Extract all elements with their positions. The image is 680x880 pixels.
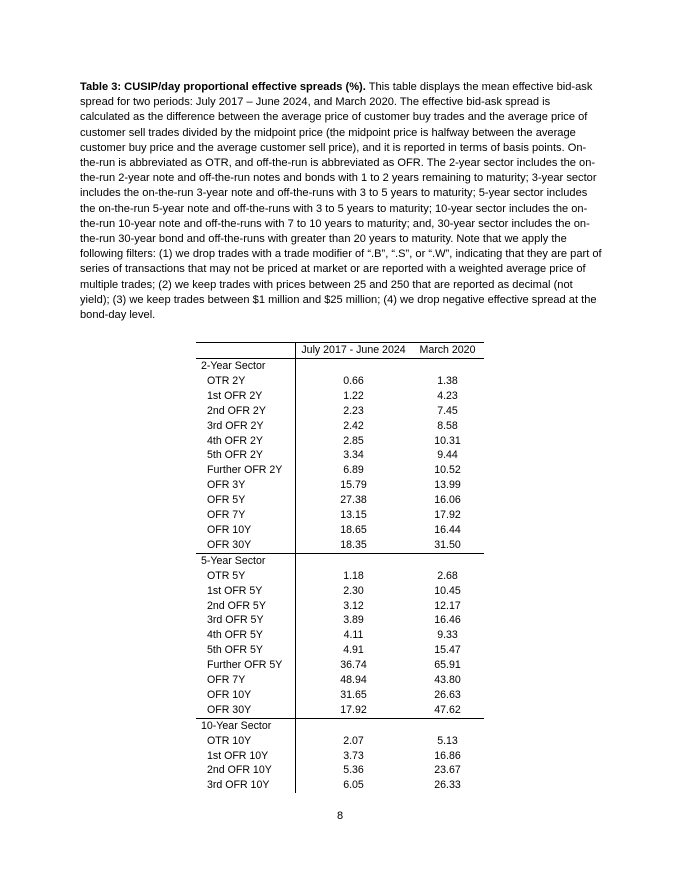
value-period-1: 0.66 [343, 374, 364, 387]
value-period-1: 6.89 [343, 464, 364, 477]
value-period-1: 1.18 [343, 569, 364, 582]
table-row [196, 688, 484, 703]
table-row [196, 374, 484, 389]
value-period-2: 16.46 [434, 614, 461, 627]
header-period-2: March 2020 [411, 343, 484, 359]
value-period-2: 43.80 [434, 674, 461, 687]
empty-cell [411, 553, 484, 568]
value-period-1: 2.30 [343, 584, 364, 597]
value-period-1: 18.35 [340, 538, 367, 551]
table-row [196, 703, 484, 718]
sector-header-row [196, 718, 484, 733]
table-row [196, 404, 484, 419]
value-period-2: 4.23 [437, 389, 458, 402]
value-period-1: 27.38 [340, 494, 367, 507]
empty-cell [296, 553, 412, 568]
row-label: OTR 2Y [196, 374, 296, 389]
value-period-2: 23.67 [434, 764, 461, 777]
row-label: OFR 5Y [196, 493, 296, 508]
value-period-1: 17.92 [340, 703, 367, 716]
value-period-2: 9.44 [437, 449, 458, 462]
value-period-2: 8.58 [437, 419, 458, 432]
sector-name: 10-Year Sector [196, 718, 296, 733]
value-period-2: 26.63 [434, 688, 461, 701]
row-label: 2nd OFR 5Y [196, 599, 296, 614]
table-row [196, 584, 484, 599]
table-row [196, 448, 484, 463]
row-label: 4th OFR 5Y [196, 628, 296, 643]
value-period-1: 2.07 [343, 734, 364, 747]
empty-cell [411, 718, 484, 733]
page-number: 8 [336, 810, 344, 822]
value-period-2: 13.99 [434, 479, 461, 492]
sector-name: 2-Year Sector [196, 359, 296, 374]
value-period-2: 17.92 [434, 509, 461, 522]
value-period-1: 1.22 [343, 389, 364, 402]
value-period-1: 4.11 [343, 629, 364, 642]
table-header-row [196, 343, 484, 359]
value-period-2: 10.52 [434, 464, 461, 477]
table-body [196, 359, 484, 794]
value-period-1: 36.74 [340, 659, 367, 672]
row-label: OFR 7Y [196, 673, 296, 688]
row-label: Further OFR 2Y [196, 463, 296, 478]
table-row [196, 628, 484, 643]
value-period-2: 7.45 [437, 404, 458, 417]
table-row [196, 778, 484, 793]
spreads-table [196, 342, 484, 793]
table-row [196, 734, 484, 749]
table-row [196, 478, 484, 493]
value-period-1: 15.79 [340, 479, 367, 492]
value-period-1: 18.65 [340, 523, 367, 536]
value-period-1: 3.73 [343, 749, 364, 762]
table-row [196, 749, 484, 764]
table-row [196, 389, 484, 404]
row-label: OTR 5Y [196, 569, 296, 584]
table-row [196, 523, 484, 538]
table-row [196, 643, 484, 658]
empty-cell [411, 359, 484, 374]
sector-header-row [196, 359, 484, 374]
sector-header-row [196, 553, 484, 568]
row-label: OFR 7Y [196, 508, 296, 523]
value-period-2: 16.06 [434, 494, 461, 507]
empty-cell [296, 359, 412, 374]
row-label: 3rd OFR 10Y [196, 778, 296, 793]
table-caption [80, 80, 602, 323]
table-row [196, 493, 484, 508]
caption-title: Table 3: CUSIP/day proportional effective spreads (%). [80, 81, 366, 93]
table-row [196, 569, 484, 584]
value-period-2: 31.50 [434, 538, 461, 551]
value-period-2: 12.17 [434, 599, 461, 612]
value-period-1: 13.15 [340, 509, 367, 522]
value-period-1: 3.34 [343, 449, 364, 462]
sector-name: 5-Year Sector [196, 553, 296, 568]
value-period-1: 6.05 [343, 779, 364, 792]
header-period-1: July 2017 - June 2024 [296, 343, 412, 359]
row-label: 3rd OFR 5Y [196, 613, 296, 628]
value-period-2: 15.47 [434, 644, 461, 657]
value-period-1: 4.91 [343, 644, 364, 657]
table-row [196, 763, 484, 778]
caption-body: This table displays the mean effective bid-ask spread for two periods: July 2017 – June 2024, and March 2020. The effective bid-ask spread is calculated as the difference between the average price of customer buy trades and the average price of customer sell trades divided by the midpoint price (the midpoint price is halfway between the average customer buy price and the average customer sell price), and it is reported in terms of basis points. On-the-run is abbreviated as OTR, and off-the-run is abbreviated as OFR. The 2-year sector includes the on-the-run 2-year note and off-the-run notes and bonds with 1 to 2 years remaining to maturity; 3-year sector includes the on-the-run 3-year note and off-the-runs with 3 to 5 years to maturity; 5-year sector includes the on-the-run 5-year note and off-the-runs with 3 to 5 years to maturity; 10-year sector includes the on-the-run 10-year note and off-the-runs with 7 to 10 years to maturity; and, 30-year sector includes the on-the-run 30-year bond and off-the-runs with greater than 20 years to maturity. Note that we apply the following filters: (1) we drop trades with a trade modifier of “.B”, “.S”, or “.W”, indicating that they are part of series of transactions that may not be priced at market or are reported with a weighted average price of multiple trades; (2) we keep trades with prices between 25 and 250 that are reported as decimal (not yield); (3) we keep trades between $1 million and $25 million; (4) we drop negative effective spread at the bond-day level. [80, 81, 602, 322]
row-label: 2nd OFR 2Y [196, 404, 296, 419]
value-period-2: 1.38 [437, 374, 458, 387]
row-label: 5th OFR 2Y [196, 448, 296, 463]
value-period-2: 10.31 [434, 434, 461, 447]
row-label: 1st OFR 2Y [196, 389, 296, 404]
value-period-2: 65.91 [434, 659, 461, 672]
table-row [196, 508, 484, 523]
row-label: 4th OFR 2Y [196, 434, 296, 449]
table-row [196, 658, 484, 673]
table-row [196, 673, 484, 688]
value-period-1: 3.89 [343, 614, 364, 627]
value-period-2: 26.33 [434, 779, 461, 792]
value-period-2: 2.68 [437, 569, 458, 582]
table-row [196, 599, 484, 614]
row-label: 2nd OFR 10Y [196, 763, 296, 778]
value-period-2: 9.33 [437, 629, 458, 642]
row-label: OFR 10Y [196, 688, 296, 703]
value-period-1: 3.12 [343, 599, 364, 612]
header-label-col [196, 343, 296, 359]
value-period-1: 5.36 [343, 764, 364, 777]
empty-cell [296, 718, 412, 733]
value-period-2: 47.62 [434, 703, 461, 716]
table-row [196, 434, 484, 449]
row-label: OFR 30Y [196, 538, 296, 553]
value-period-1: 2.42 [343, 419, 364, 432]
row-label: Further OFR 5Y [196, 658, 296, 673]
row-label: 1st OFR 10Y [196, 749, 296, 764]
value-period-1: 2.23 [343, 404, 364, 417]
table-row [196, 538, 484, 553]
row-label: 5th OFR 5Y [196, 643, 296, 658]
row-label: OFR 10Y [196, 523, 296, 538]
value-period-1: 48.94 [340, 674, 367, 687]
table-row [196, 463, 484, 478]
row-label: OFR 30Y [196, 703, 296, 718]
row-label: 3rd OFR 2Y [196, 419, 296, 434]
value-period-2: 16.86 [434, 749, 461, 762]
value-period-2: 5.13 [437, 734, 458, 747]
value-period-1: 2.85 [343, 434, 364, 447]
row-label: OFR 3Y [196, 478, 296, 493]
row-label: OTR 10Y [196, 734, 296, 749]
table-row [196, 419, 484, 434]
table-row [196, 613, 484, 628]
value-period-1: 31.65 [340, 688, 367, 701]
row-label: 1st OFR 5Y [196, 584, 296, 599]
value-period-2: 10.45 [434, 584, 461, 597]
value-period-2: 16.44 [434, 523, 461, 536]
